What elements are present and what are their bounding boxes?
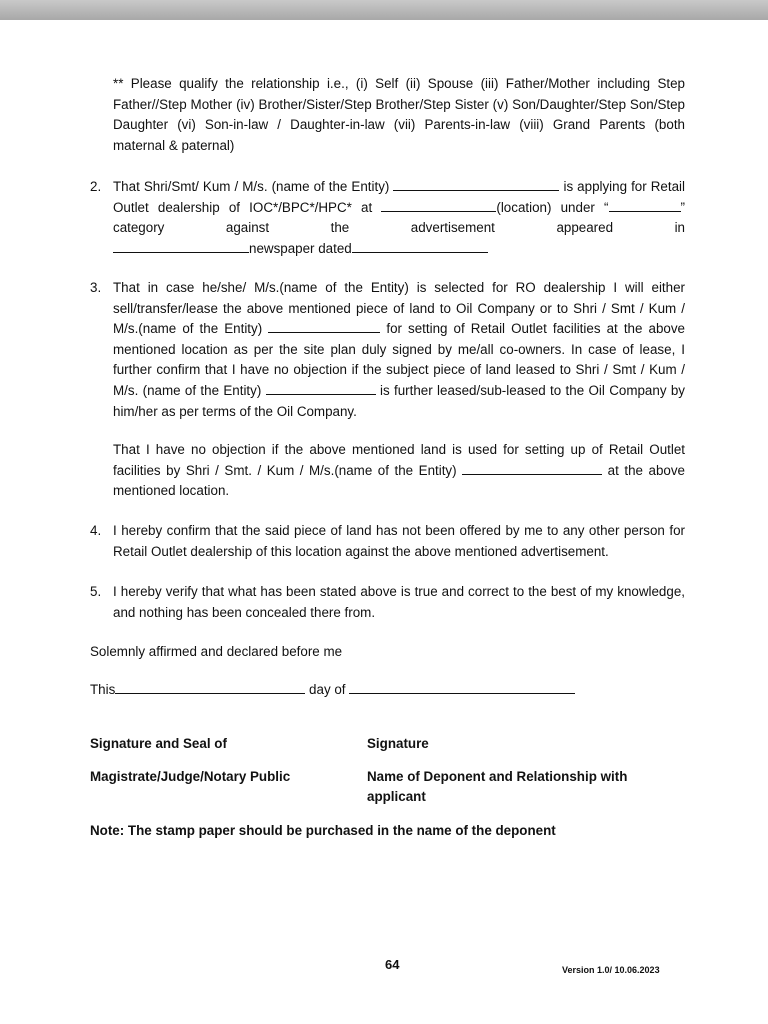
item-3-text: That in case he/she/ M/s.(name of the Entity) is selected for RO dealership I will either sell/transfer/lease the above mentioned piece of land to Oil Company or to Shri / Smt / Kum / M/s.(name of the Entity) for setting of Retail Outlet facilities at the above mentioned location as per the site plan duly signed by me/all co-owners. In case of lease, I further confirm that I have no objection if the subject piece of land leased to Shri / Smt / Kum / M/s. (name of the Entity) is further leased/sub-leased to the Oil Company by him/her as per terms of the Oil Company. [113, 280, 685, 419]
relationship-note-text: ** Please qualify the relationship i.e., (i) Self (ii) Spouse (iii) Father/Mother including Step Father//Step Mother (iv) Brother/Sister/Step Brother/Step Sister (v) Son/Daughter/Step Son/Step Daughter (vi) Son-in-law / Daughter-in-law (vii) Parents-in-law (viii) Grand Parents (both maternal & paternal) [113, 76, 685, 153]
solemnly-statement: Solemnly affirmed and declared before me [90, 644, 343, 659]
entity-name-blank-3[interactable] [266, 381, 376, 395]
version-label: Version 1.0/ 10.06.2023 [562, 965, 660, 975]
signature-seal-label: Signature and Seal of [90, 736, 227, 751]
magistrate-label: Magistrate/Judge/Notary Public [90, 769, 291, 784]
item-5-number: 5. [90, 584, 102, 599]
newspaper-date-blank[interactable] [352, 239, 488, 253]
deponent-label-line1: Name of Deponent and Relationship with [367, 769, 628, 784]
month-year-blank[interactable] [349, 680, 575, 694]
category-blank[interactable] [609, 198, 681, 212]
date-line: This day of [90, 680, 575, 701]
item-2-number: 2. [90, 179, 102, 194]
item-4-number: 4. [90, 523, 102, 538]
entity-name-blank[interactable] [393, 177, 559, 191]
item-3-objection: That I have no objection if the above mentioned land is used for setting up of Retail Outlet facilities by Shri / Smt. / Kum / M/s.(name of the Entity) at the above mentioned location. [113, 442, 685, 499]
item-5-text: I hereby verify that what has been stated above is true and correct to the best of my knowledge, and nothing has been concealed there from. [113, 584, 685, 620]
entity-name-blank-4[interactable] [462, 461, 602, 475]
stamp-paper-note: Note: The stamp paper should be purchased in the name of the deponent [90, 823, 556, 838]
page-number: 64 [385, 957, 400, 972]
deponent-label-line2: applicant [367, 789, 426, 804]
relationship-note [113, 74, 685, 156]
newspaper-blank[interactable] [113, 239, 249, 253]
location-blank[interactable] [381, 198, 496, 212]
item-4-text: I hereby confirm that the said piece of land has not been offered by me to any other person for Retail Outlet dealership of this location against the above mentioned advertisement. [113, 523, 685, 559]
item-2-text: That Shri/Smt/ Kum / M/s. (name of the Entity) is applying for Retail Outlet dealership of IOC*/BPC*/HPC* at (location) under “ ” category against the advertisement appeared in newspaper dated [113, 179, 685, 256]
item-3-number: 3. [90, 280, 102, 295]
signature-label: Signature [367, 736, 429, 751]
entity-name-blank-2[interactable] [268, 319, 380, 333]
day-blank[interactable] [115, 680, 305, 694]
